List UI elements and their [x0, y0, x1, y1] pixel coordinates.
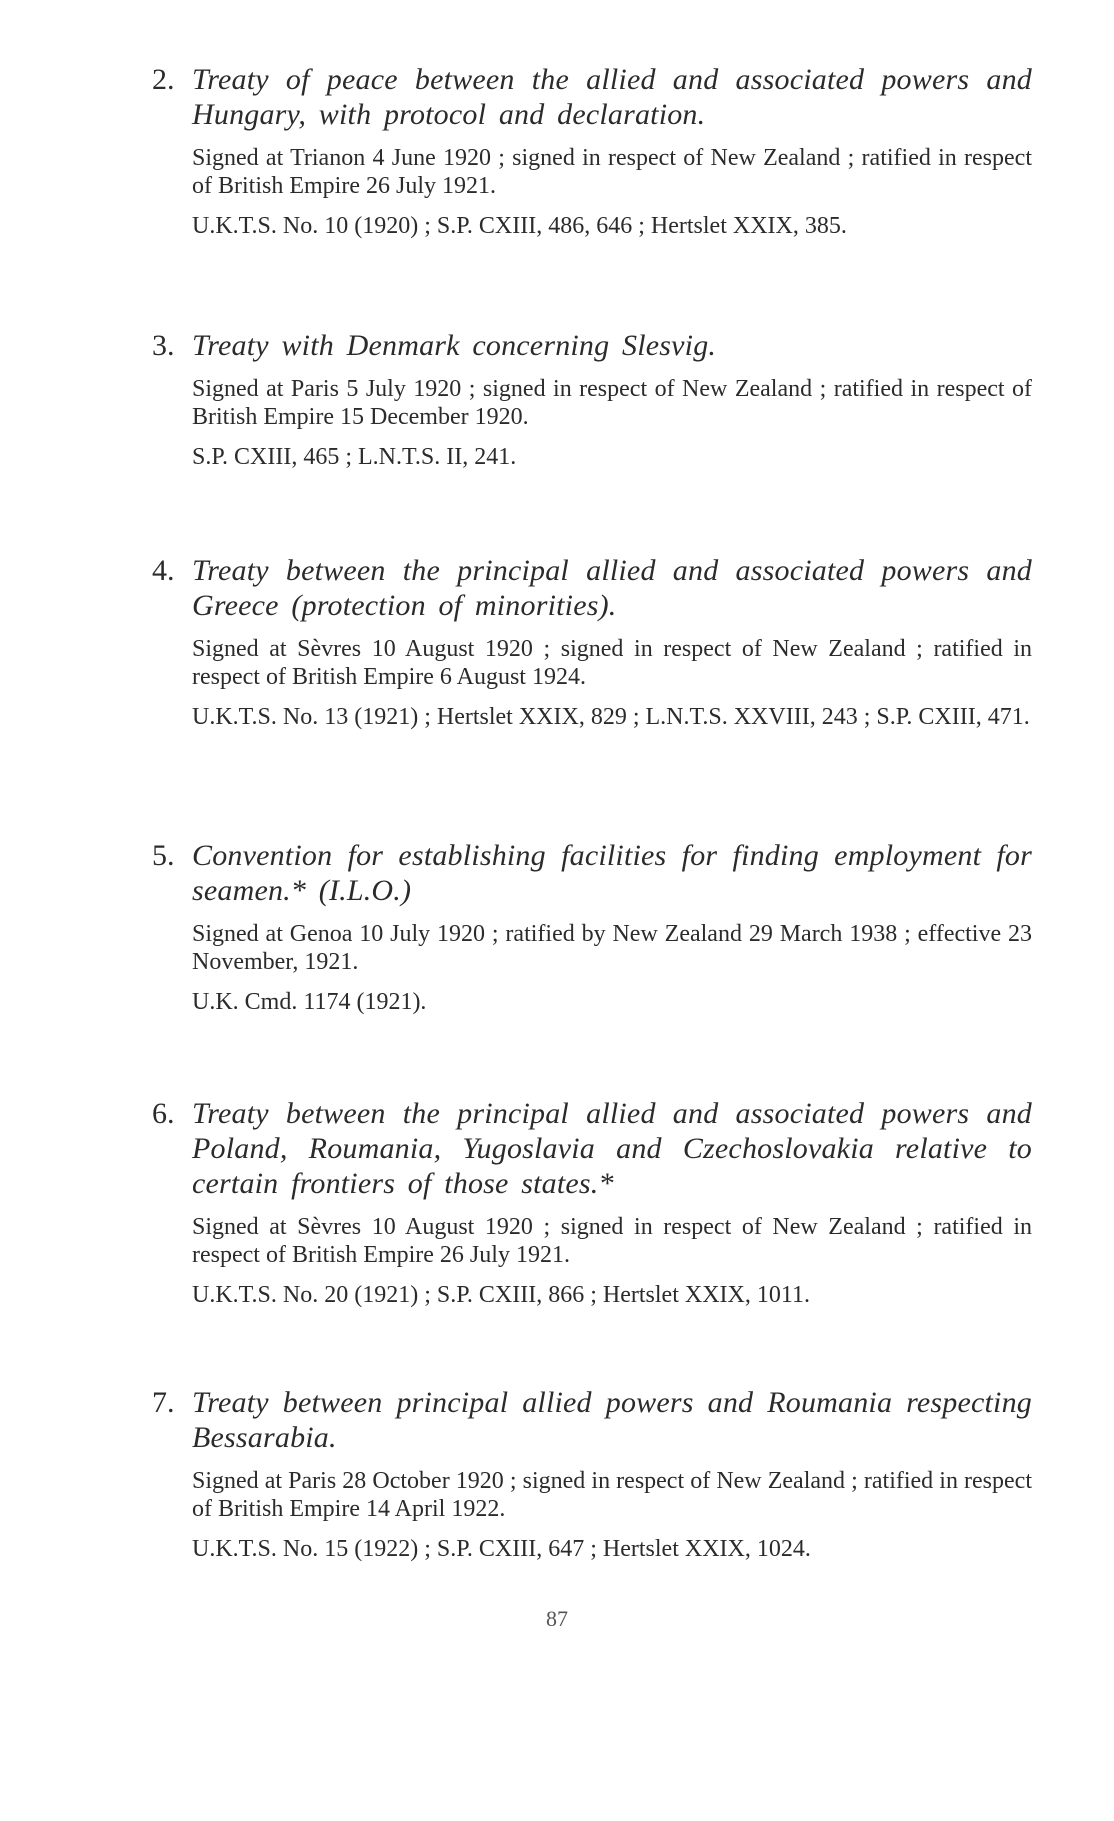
treaty-entry-3: [152, 328, 1032, 471]
entry-number: 2.: [152, 63, 175, 96]
entry-title: Treaty of peace between the allied and associated powers and Hungary, with protocol and declaration.: [192, 63, 1032, 131]
entry-title: Treaty between the principal allied and associated powers and Poland, Roumania, Yugoslavia and Czechoslovakia relative to certain frontiers of those states.*: [192, 1097, 1032, 1200]
entry-number: 3.: [152, 329, 175, 362]
entry-references: U.K.T.S. No. 10 (1920) ; S.P. CXIII, 486, 646 ; Hertslet XXIX, 385.: [192, 213, 847, 239]
entry-references: S.P. CXIII, 465 ; L.N.T.S. II, 241.: [192, 444, 517, 470]
entry-signing-details: Signed at Sèvres 10 August 1920 ; signed in respect of New Zealand ; ratified in respect of British Empire 26 July 1921.: [192, 1214, 1032, 1268]
treaty-entry-6: [152, 1096, 1032, 1309]
treaty-entry-2: [152, 62, 1032, 240]
entry-title: Convention for establishing facilities for finding employment for seamen.* (I.L.O.): [192, 839, 1032, 907]
entry-title: Treaty with Denmark concerning Slesvig.: [192, 329, 717, 362]
entry-signing-details: Signed at Paris 28 October 1920 ; signed in respect of New Zealand ; ratified in respect of British Empire 14 April 1922.: [192, 1468, 1032, 1522]
entry-references: U.K.T.S. No. 15 (1922) ; S.P. CXIII, 647 ; Hertslet XXIX, 1024.: [192, 1536, 811, 1562]
entry-title: Treaty between principal allied powers and Roumania respecting Bessarabia.: [192, 1386, 1032, 1454]
entry-number: 5.: [152, 839, 175, 872]
entry-signing-details: Signed at Trianon 4 June 1920 ; signed in respect of New Zealand ; ratified in respect of British Empire 26 July 1921.: [192, 145, 1032, 199]
entry-references: U.K.T.S. No. 20 (1921) ; S.P. CXIII, 866 ; Hertslet XXIX, 1011.: [192, 1282, 810, 1308]
entry-signing-details: Signed at Paris 5 July 1920 ; signed in respect of New Zealand ; ratified in respect of British Empire 15 December 1920.: [192, 376, 1032, 430]
treaty-entry-4: [152, 553, 1032, 731]
entry-number: 7.: [152, 1386, 175, 1419]
treaty-entry-7: [152, 1385, 1032, 1563]
entry-title: Treaty between the principal allied and associated powers and Greece (protection of minorities).: [192, 554, 1032, 622]
entry-signing-details: Signed at Genoa 10 July 1920 ; ratified by New Zealand 29 March 1938 ; effective 23 November, 1921.: [192, 921, 1032, 975]
entry-number: 6.: [152, 1097, 175, 1130]
entry-signing-details: Signed at Sèvres 10 August 1920 ; signed in respect of New Zealand ; ratified in respect of British Empire 6 August 1924.: [192, 636, 1032, 690]
entry-references: U.K. Cmd. 1174 (1921).: [192, 989, 427, 1015]
entry-number: 4.: [152, 554, 175, 587]
treaty-entry-5: [152, 838, 1032, 1016]
entry-references: U.K.T.S. No. 13 (1921) ; Hertslet XXIX, 829 ; L.N.T.S. XXVIII, 243 ; S.P. CXIII, 471.: [192, 704, 1030, 730]
page-number: 87: [546, 1606, 568, 1631]
